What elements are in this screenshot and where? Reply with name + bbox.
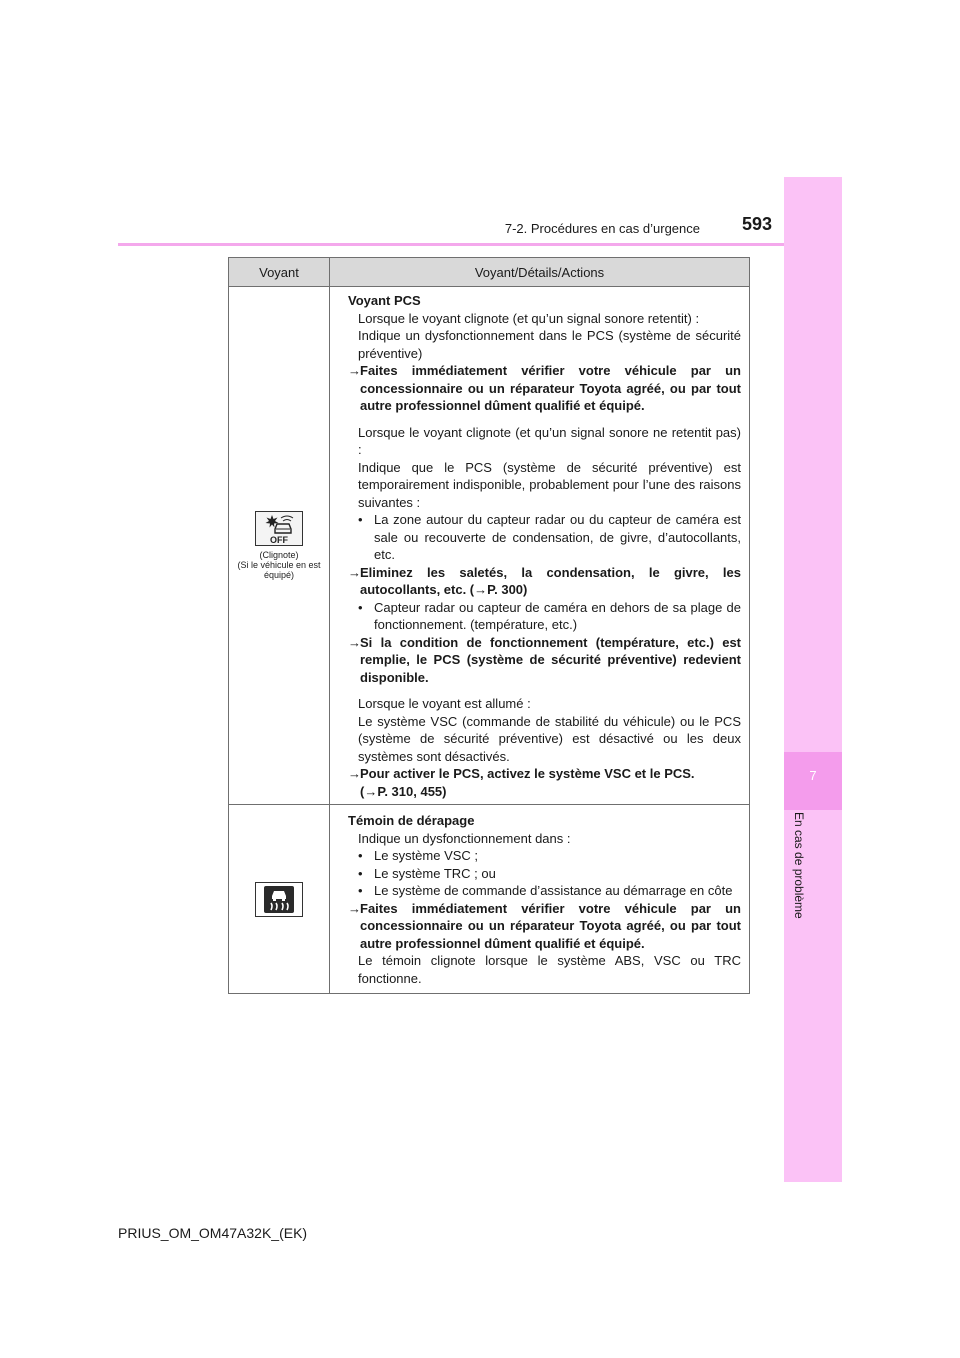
bullet-item: [348, 865, 741, 883]
action-line: [348, 634, 741, 687]
paragraph: Indique que le PCS (système de sécurité préventive) est temporairement indisponible, probablement pour l’une des raisons suivantes :: [358, 459, 741, 510]
action-text: Eliminez les saletés, la condensation, le givre, les autocollants, etc. (→P. 300): [360, 564, 741, 597]
action-line: [348, 765, 741, 800]
bullet-item: [348, 511, 741, 564]
column-header-details: Voyant/Détails/Actions: [330, 258, 750, 287]
slip-indicator-icon: [255, 882, 303, 917]
table-row: [229, 805, 750, 994]
description-cell: [330, 805, 750, 994]
paragraph: Le témoin clignote lorsque le système ABS, VSC ou TRC fonctionne.: [358, 953, 741, 986]
arrow-icon: →: [348, 564, 361, 580]
arrow-icon: →: [348, 766, 361, 781]
document-code: PRIUS_OM_OM47A32K_(EK): [118, 1225, 308, 1241]
light-title: Voyant PCS: [348, 293, 421, 308]
icon-caption-blink: (Clignote): [259, 550, 299, 560]
section-title: 7-2. Procédures en cas d’urgence: [504, 221, 700, 236]
bullet-text: La zone autour du capteur radar ou du capteur de caméra est sale ou recouverte de condensation, de givre, d’autocollants, etc.: [374, 512, 741, 562]
icon-cell: [229, 287, 330, 805]
arrow-icon: →: [348, 900, 361, 916]
pcs-off-icon-text: OFF: [270, 535, 288, 545]
bullet-text: Le système VSC ;: [374, 848, 479, 863]
action-text: Pour activer le PCS, activez le système VSC et le PCS.: [360, 766, 695, 781]
bullet-icon: •: [358, 512, 363, 527]
paragraph: Le système VSC (commande de stabilité du véhicule) ou le PCS (système de sécurité préventive) est désactivé ou les deux systèmes sont désactivés.: [358, 713, 741, 764]
paragraph: Lorsque le voyant est allumé :: [358, 696, 531, 711]
icon-cell: [229, 805, 330, 994]
column-header-voyant: Voyant: [229, 258, 330, 287]
paragraph: Lorsque le voyant clignote (et qu’un signal sonore retentit) :: [358, 310, 700, 326]
action-text: Si la condition de fonctionnement (température, etc.) est remplie, le PCS (système de sécurité préventive) redevient disponible.: [360, 634, 741, 685]
light-title: Témoin de dérapage: [348, 813, 475, 828]
warning-lights-table: [228, 257, 750, 994]
bullet-icon: •: [358, 848, 363, 863]
paragraph: Lorsque le voyant clignote (et qu’un signal sonore ne retentit pas) :: [358, 424, 741, 457]
bullet-item: [348, 882, 741, 900]
bullet-text: Le système TRC ; ou: [374, 865, 496, 881]
paragraph: Indique un dysfonctionnement dans le PCS (système de sécurité préventive): [358, 328, 741, 361]
arrow-icon: →: [348, 363, 361, 378]
bullet-icon: •: [358, 883, 363, 898]
paragraph: Indique un dysfonctionnement dans :: [358, 830, 571, 846]
description-cell: [330, 287, 750, 805]
bullet-item: [348, 599, 741, 634]
chapter-side-tab: [784, 177, 842, 1182]
bullet-icon: •: [358, 599, 363, 615]
pcs-off-icon: [255, 511, 303, 546]
bullet-item: [348, 847, 741, 865]
arrow-icon: →: [348, 634, 361, 650]
page-number: 593: [741, 214, 772, 234]
icon-caption-equipped: (Si le véhicule en est équipé): [237, 560, 321, 580]
bullet-icon: •: [358, 865, 363, 881]
action-line: [348, 900, 741, 953]
header-divider: [118, 243, 841, 246]
action-text: Faites immédiatement vérifier votre véhicule par un concessionnaire ou un réparateur Toyota agréé, ou par tout autre professionnel dûment qualifié et équipé.: [360, 363, 741, 413]
action-line: [348, 564, 741, 599]
action-text: Faites immédiatement vérifier votre véhicule par un concessionnaire ou un réparateur Toyota agréé, ou par tout autre professionnel dûment qualifié et équipé.: [360, 900, 741, 951]
table-row: [229, 287, 750, 805]
bullet-text: Le système de commande d’assistance au démarrage en côte: [374, 883, 733, 898]
table-header-row: [229, 258, 750, 287]
page-reference: (→P. 310, 455): [360, 783, 447, 799]
bullet-text: Capteur radar ou capteur de caméra en dehors de sa plage de fonctionnement. (température, etc.): [374, 599, 741, 632]
action-line: [348, 362, 741, 415]
icon-caption: [229, 550, 329, 580]
chapter-number: 7: [809, 768, 817, 783]
chapter-label: En cas de problème: [792, 812, 806, 919]
